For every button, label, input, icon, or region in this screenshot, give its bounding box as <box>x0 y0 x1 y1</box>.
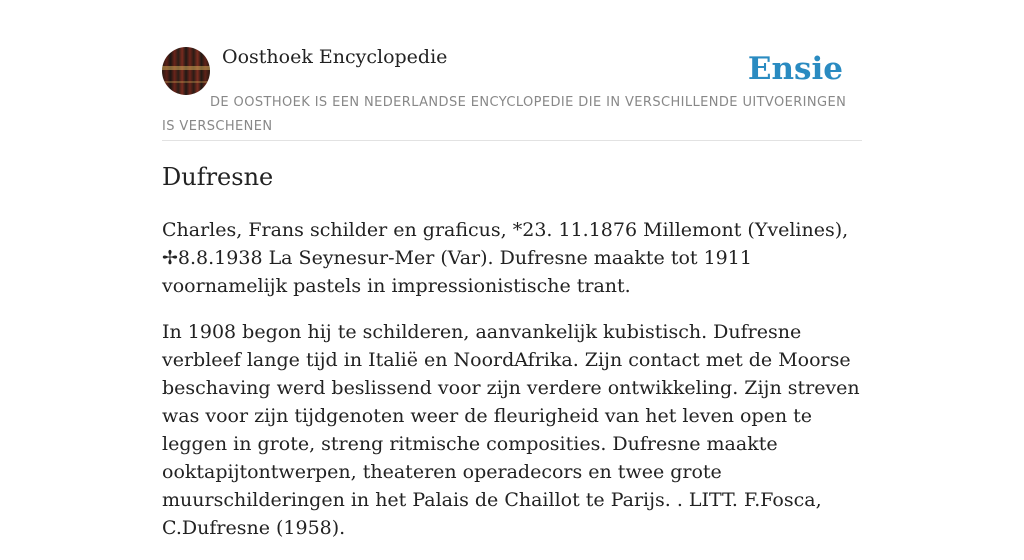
book-spine-gold-band-lower <box>162 81 210 83</box>
encyclopedia-books-avatar[interactable] <box>162 47 210 95</box>
site-header <box>162 0 862 141</box>
book-spine-gold-band <box>162 66 210 70</box>
article-paragraph: In 1908 begon hij te schilderen, aanvankelijk kubistisch. Dufresne verbleef lange tijd in Italië en NoordAfrika. Zijn contact met de Moorse beschaving werd beslissend voor zijn verdere ontwikkeling. Zijn streven was voor zijn tijdgenoten weer de fleurigheid van het leven open te leggen in grote, streng ritmische composities. Dufresne maakte ooktapijtontwerpen, theateren operadecors en twee grote muurschilderingen in het Palais de Chaillot te Parijs. . LITT. F.Fosca, C.Dufresne (1958). <box>162 321 860 539</box>
ensie-logo[interactable]: Ensie <box>747 51 843 87</box>
article-title: Dufresne <box>162 163 274 191</box>
site-tagline: DE OOSTHOEK IS EEN NEDERLANDSE ENCYCLOPEDIE DIE IN VERSCHILLENDE UITVOERINGEN IS VERSCHENEN <box>162 95 847 134</box>
article-body <box>162 216 862 560</box>
article-paragraph: Charles, Frans schilder en graficus, *23. 11.1876 Millemont (Yvelines), ✢8.8.1938 La Seynesur-Mer (Var). Dufresne maakte tot 1911 voornamelijk pastels in impressionistische trant. <box>162 219 849 297</box>
page-container <box>162 0 862 539</box>
site-name-link[interactable]: Oosthoek Encyclopedie <box>222 46 448 68</box>
